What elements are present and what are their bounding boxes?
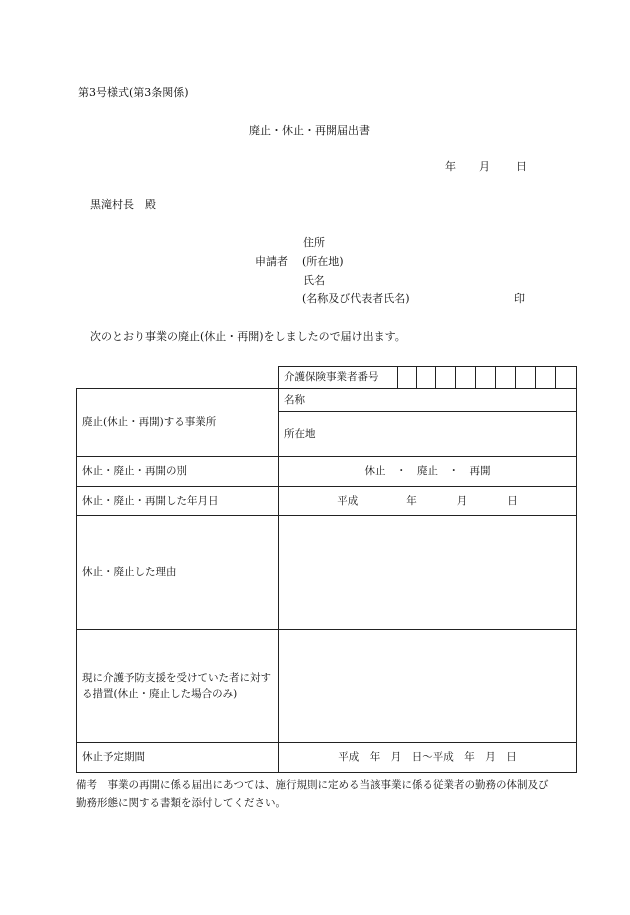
- measures-field[interactable]: [279, 630, 577, 743]
- applicant-address-sub-label: (所在地): [302, 255, 344, 268]
- facility-name-label: 名称: [284, 394, 305, 406]
- addressee: 黒滝村長 殿: [90, 198, 156, 211]
- intro-text: 次のとおり事業の廃止(休止・再開)をしましたので届け出ます。: [90, 330, 406, 343]
- period-label: 休止予定期間: [77, 743, 279, 773]
- date-day-label: 日: [516, 160, 527, 173]
- facility-label: 廃止(休止・再開)する事業所: [77, 389, 279, 457]
- provider-number-digit[interactable]: [536, 367, 556, 389]
- applicant-name-sub-label: (名称及び代表者氏名): [302, 292, 410, 305]
- provider-number-digit[interactable]: [496, 367, 516, 389]
- blank-cell: [77, 367, 279, 389]
- provider-number-digit[interactable]: [516, 367, 536, 389]
- facility-name-row: [77, 389, 577, 412]
- provider-number-digit[interactable]: [436, 367, 456, 389]
- period-field[interactable]: 平成 年 月 日〜平成 年 月 日: [279, 743, 577, 773]
- type-options[interactable]: 休止 ・ 廃止 ・ 再開: [279, 457, 577, 487]
- note: [76, 777, 556, 813]
- date-month: 月: [456, 494, 468, 507]
- seal-label: 印: [514, 292, 525, 305]
- provider-number-row: [77, 367, 577, 389]
- provider-number-digit[interactable]: [556, 367, 577, 389]
- provider-number-digit[interactable]: [456, 367, 476, 389]
- reason-field[interactable]: [279, 516, 577, 630]
- date-year-label: 年: [445, 160, 456, 173]
- facility-address-field[interactable]: [279, 412, 577, 457]
- facility-address-label: 所在地: [284, 427, 316, 440]
- date-month-label: 月: [479, 160, 490, 173]
- date-label: 休止・廃止・再開した年月日: [77, 487, 279, 516]
- reason-label: 休止・廃止した理由: [77, 516, 279, 630]
- form-number: 第3号様式(第3条関係): [78, 86, 189, 99]
- type-row: [77, 457, 577, 487]
- applicant-address-label: 住所: [303, 236, 325, 249]
- provider-number-digit[interactable]: [476, 367, 496, 389]
- notification-form-table: [76, 366, 577, 773]
- reason-row: [77, 516, 577, 630]
- type-label: 休止・廃止・再開の別: [77, 457, 279, 487]
- date-row: [77, 487, 577, 516]
- provider-number-label: 介護保険事業者番号: [279, 367, 398, 389]
- applicant-name-label: 氏名: [303, 274, 325, 287]
- applicant-label: 申請者: [255, 255, 288, 268]
- period-row: [77, 743, 577, 773]
- date-day: 日: [507, 494, 518, 507]
- note-label: 備考: [76, 779, 97, 791]
- page-title: 廃止・休止・再開届出書: [249, 124, 370, 137]
- date-year: 年: [406, 494, 417, 507]
- facility-name-field[interactable]: [279, 389, 577, 412]
- date-field[interactable]: [279, 487, 577, 516]
- note-text: 事業の再開に係る届出にあつては、施行規則に定める当該事業に係る従業者の勤務の体制及び勤務形態に関する書類を添付してください。: [76, 779, 549, 809]
- provider-number-digit[interactable]: [398, 367, 417, 389]
- measures-row: [77, 630, 577, 743]
- date-era: 平成: [337, 494, 359, 507]
- provider-number-digit[interactable]: [417, 367, 436, 389]
- measures-label: 現に介護予防支援を受けていた者に対する措置(休止・廃止した場合のみ): [77, 630, 279, 743]
